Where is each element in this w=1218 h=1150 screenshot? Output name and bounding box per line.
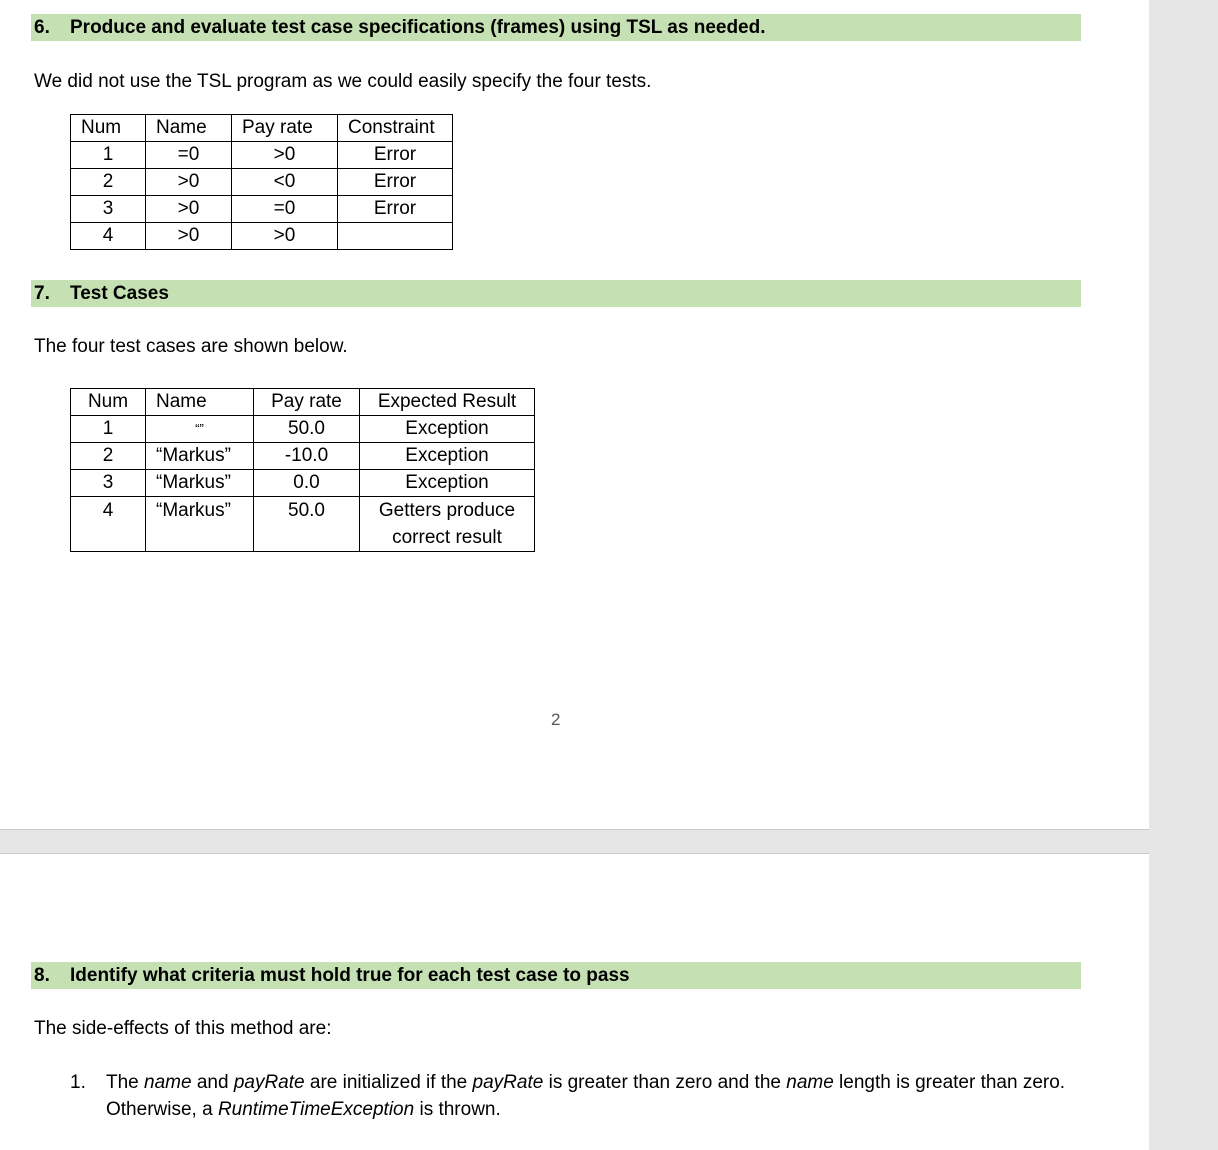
table-cell: 2 — [71, 169, 146, 196]
table-cell: 3 — [71, 470, 146, 497]
list-item — [70, 1069, 1090, 1123]
table-cell: Getters produce correct result — [360, 497, 535, 552]
italic-term: RuntimeTimeException — [217, 1099, 415, 1120]
header-cell: Name — [146, 115, 232, 142]
table-cell: “” — [146, 416, 254, 443]
section-number: 8. — [34, 965, 50, 986]
text-run: is thrown. — [414, 1099, 501, 1120]
paragraph: The four test cases are shown below. — [34, 336, 348, 357]
section-title: Test Cases — [70, 283, 169, 304]
section-7-heading — [31, 280, 1081, 307]
page-number: 2 — [551, 710, 561, 729]
text-run: length is greater than zero. Otherwise, a — [106, 1072, 1066, 1120]
table-cell: 50.0 — [254, 416, 360, 443]
table-row — [71, 497, 535, 552]
table-cell: Error — [338, 142, 453, 169]
table-header-row — [71, 389, 535, 416]
text-run: is greater than zero and the — [543, 1072, 787, 1093]
italic-term: payRate — [233, 1072, 305, 1093]
header-cell: Name — [146, 389, 254, 416]
list-marker: 1. — [70, 1072, 86, 1093]
test-frames-table — [70, 114, 453, 250]
table-cell: 1 — [71, 142, 146, 169]
table-row — [71, 196, 453, 223]
header-cell: Pay rate — [232, 115, 338, 142]
header-cell: Expected Result — [360, 389, 535, 416]
table-cell: Error — [338, 196, 453, 223]
section-number: 7. — [34, 283, 50, 304]
header-cell: Num — [71, 389, 146, 416]
table-row — [71, 470, 535, 497]
paragraph: The side-effects of this method are: — [34, 1018, 332, 1039]
paragraph: We did not use the TSL program as we could easily specify the four tests. — [34, 71, 652, 92]
table-row — [71, 443, 535, 470]
section-number: 6. — [34, 17, 50, 38]
text-run: The — [106, 1072, 145, 1093]
text-run: and — [191, 1072, 234, 1093]
section-title: Identify what criteria must hold true for each test case to pass — [70, 965, 630, 986]
table-cell: -10.0 — [254, 443, 360, 470]
table-cell: =0 — [232, 196, 338, 223]
table-cell: “Markus” — [146, 470, 254, 497]
header-cell: Num — [71, 115, 146, 142]
italic-term: payRate — [472, 1072, 544, 1093]
table-row — [71, 223, 453, 250]
table-cell: “Markus” — [146, 497, 254, 552]
table-cell: “Markus” — [146, 443, 254, 470]
table-cell: <0 — [232, 169, 338, 196]
header-cell: Pay rate — [254, 389, 360, 416]
table-cell: 2 — [71, 443, 146, 470]
table-row — [71, 169, 453, 196]
table-cell: Exception — [360, 416, 535, 443]
table-cell — [338, 223, 453, 250]
table-cell: >0 — [232, 223, 338, 250]
table-cell: >0 — [232, 142, 338, 169]
table-cell: Exception — [360, 470, 535, 497]
table-cell: =0 — [146, 142, 232, 169]
section-8-heading — [31, 962, 1081, 989]
section-6-heading — [31, 14, 1081, 41]
table-cell: >0 — [146, 223, 232, 250]
test-cases-table — [70, 388, 535, 552]
table-cell: 1 — [71, 416, 146, 443]
table-cell: Exception — [360, 443, 535, 470]
table-cell: 4 — [71, 223, 146, 250]
table-cell: >0 — [146, 196, 232, 223]
text-run: are initialized if the — [304, 1072, 473, 1093]
table-cell: >0 — [146, 169, 232, 196]
table-cell: Error — [338, 169, 453, 196]
table-cell: 0.0 — [254, 470, 360, 497]
table-cell: 50.0 — [254, 497, 360, 552]
table-row — [71, 416, 535, 443]
table-cell: 4 — [71, 497, 146, 552]
italic-term: name — [144, 1072, 192, 1093]
italic-term: name — [786, 1072, 834, 1093]
header-cell: Constraint — [338, 115, 453, 142]
list-item-text — [106, 1069, 1090, 1123]
section-title: Produce and evaluate test case specifications (frames) using TSL as needed. — [70, 17, 766, 38]
table-cell: 3 — [71, 196, 146, 223]
table-row — [71, 142, 453, 169]
table-header-row — [71, 115, 453, 142]
